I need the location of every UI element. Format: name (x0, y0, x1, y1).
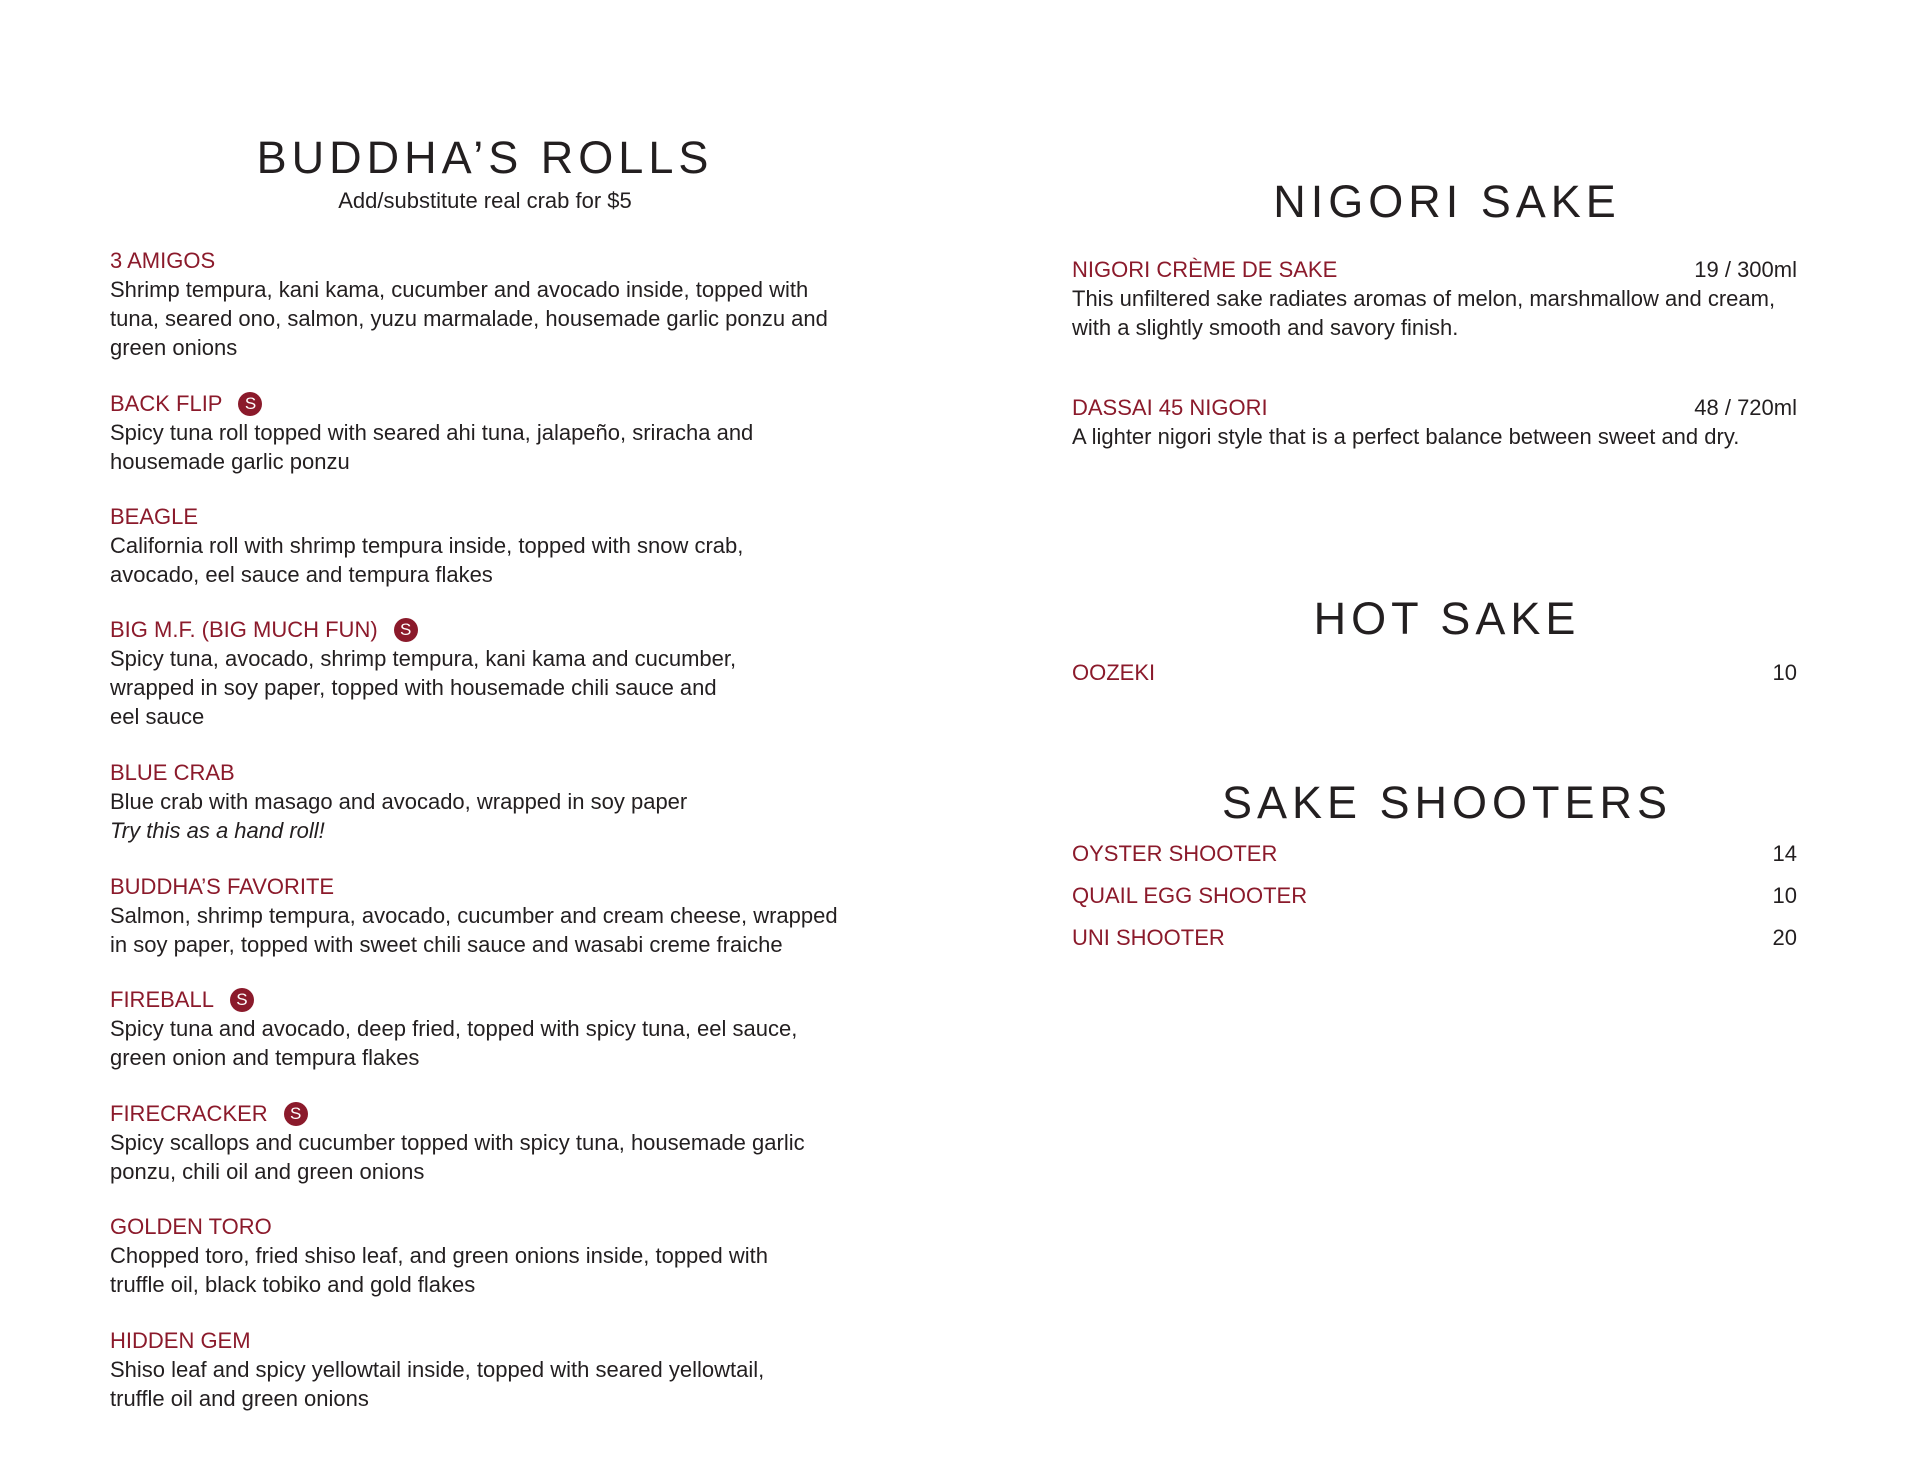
roll-description-line: wrapped in soy paper, topped with housemade chili sauce and (110, 675, 717, 700)
roll-description-line: Shiso leaf and spicy yellowtail inside, topped with seared yellowtail, (110, 1357, 765, 1382)
roll-name: GOLDEN TORO (110, 1214, 272, 1239)
roll-name: HIDDEN GEM (110, 1328, 251, 1353)
item-price: 19 / 300ml (1694, 257, 1797, 282)
item-name: OOZEKI (1072, 660, 1156, 685)
spicy-s-badge-icon: S (394, 618, 418, 642)
roll-description-line: truffle oil, black tobiko and gold flakes (110, 1272, 476, 1297)
roll-description-line: Spicy tuna, avocado, shrimp tempura, kani kama and cucumber, (110, 646, 737, 671)
roll-menu-item (110, 985, 797, 1072)
roll-description-line: tuna, seared ono, salmon, yuzu marmalade, housemade garlic ponzu and (110, 306, 828, 331)
spicy-s-badge-icon: S (230, 988, 254, 1012)
roll-name: FIRECRACKER (110, 1101, 268, 1126)
item-price: 10 (1772, 660, 1797, 685)
roll-description-line: California roll with shrimp tempura inside, topped with snow crab, (110, 533, 744, 558)
roll-description-line: in soy paper, topped with sweet chili sauce and wasabi creme fraiche (110, 932, 783, 957)
roll-menu-item (110, 1099, 805, 1186)
roll-description-line: Shrimp tempura, kani kama, cucumber and avocado inside, topped with (110, 277, 809, 302)
item-price: 14 (1772, 841, 1797, 866)
roll-menu-item (110, 1326, 764, 1413)
roll-name-row (110, 1326, 764, 1355)
roll-menu-item (110, 389, 753, 476)
roll-name-row (110, 985, 797, 1014)
item-description-line: with a slightly smooth and savory finish. (1072, 315, 1459, 340)
roll-menu-item (110, 1212, 768, 1299)
roll-name-row (110, 615, 736, 644)
roll-name: BLUE CRAB (110, 760, 235, 785)
menu-item-oyster-shooter (1072, 839, 1807, 868)
item-name: OYSTER SHOOTER (1072, 841, 1278, 866)
roll-name: BUDDHA’S FAVORITE (110, 874, 335, 899)
roll-description-line: Spicy tuna and avocado, deep fried, topped with spicy tuna, eel sauce, (110, 1016, 798, 1041)
roll-name-row (110, 1099, 805, 1128)
roll-name-row (110, 1212, 768, 1241)
item-price: 48 / 720ml (1694, 395, 1797, 420)
menu-item-uni-shooter (1072, 923, 1807, 952)
menu-item-dassai-45 (1072, 393, 1807, 451)
roll-menu-item (110, 502, 743, 589)
rolls-subtitle: Add/substitute real crab for $5 (338, 188, 632, 213)
roll-name-row (110, 758, 687, 787)
roll-description-line: Chopped toro, fried shiso leaf, and green onions inside, topped with (110, 1243, 768, 1268)
roll-note: Try this as a hand roll! (110, 818, 325, 843)
roll-description-line: Spicy tuna roll topped with seared ahi tuna, jalapeño, sriracha and (110, 420, 754, 445)
item-price: 20 (1772, 925, 1797, 950)
roll-menu-item (110, 758, 687, 845)
roll-description-line: Salmon, shrimp tempura, avocado, cucumber and cream cheese, wrapped (110, 903, 838, 928)
roll-description-line: green onions (110, 335, 238, 360)
item-description-line: A lighter nigori style that is a perfect balance between sweet and dry. (1072, 424, 1740, 449)
spicy-s-badge-icon: S (284, 1102, 308, 1126)
roll-description-line: avocado, eel sauce and tempura flakes (110, 562, 493, 587)
menu-item-nigori-creme (1072, 255, 1807, 342)
roll-menu-item (110, 615, 736, 731)
item-name: QUAIL EGG SHOOTER (1072, 883, 1308, 908)
roll-menu-item (110, 246, 828, 362)
spicy-s-badge-icon: S (238, 392, 262, 416)
roll-name-row (110, 872, 838, 901)
item-price: 10 (1772, 883, 1797, 908)
roll-name: BIG M.F. (BIG MUCH FUN) (110, 617, 378, 642)
hot-sake-title: HOT SAKE (1313, 593, 1581, 644)
roll-name: FIREBALL (110, 987, 214, 1012)
roll-name: 3 AMIGOS (110, 248, 216, 273)
roll-description-line: Spicy scallops and cucumber topped with spicy tuna, housemade garlic (110, 1130, 805, 1155)
roll-description-line: housemade garlic ponzu (110, 449, 350, 474)
roll-description-line: eel sauce (110, 704, 205, 729)
roll-description-line: green onion and tempura flakes (110, 1045, 420, 1070)
item-description-line: This unfiltered sake radiates aromas of melon, marshmallow and cream, (1072, 286, 1776, 311)
nigori-sake-title: NIGORI SAKE (1273, 176, 1621, 227)
roll-description-line: ponzu, chili oil and green onions (110, 1159, 425, 1184)
sake-shooters-title: SAKE SHOOTERS (1221, 777, 1673, 828)
roll-name: BEAGLE (110, 504, 199, 529)
roll-description-line: Blue crab with masago and avocado, wrapped in soy paper (110, 789, 688, 814)
roll-name: BACK FLIP (110, 391, 223, 416)
roll-description-line: truffle oil and green onions (110, 1386, 369, 1411)
roll-menu-item (110, 872, 838, 959)
item-name: DASSAI 45 NIGORI (1072, 395, 1268, 420)
roll-name-row (110, 502, 743, 531)
roll-name-row (110, 389, 753, 418)
menu-item-quail-egg-shooter (1072, 881, 1807, 910)
item-name: NIGORI CRÈME DE SAKE (1072, 257, 1338, 282)
menu-item-oozeki (1072, 658, 1807, 687)
roll-name-row (110, 246, 828, 275)
item-name: UNI SHOOTER (1072, 925, 1225, 950)
rolls-section-title: BUDDHA’S ROLLS (256, 132, 714, 183)
